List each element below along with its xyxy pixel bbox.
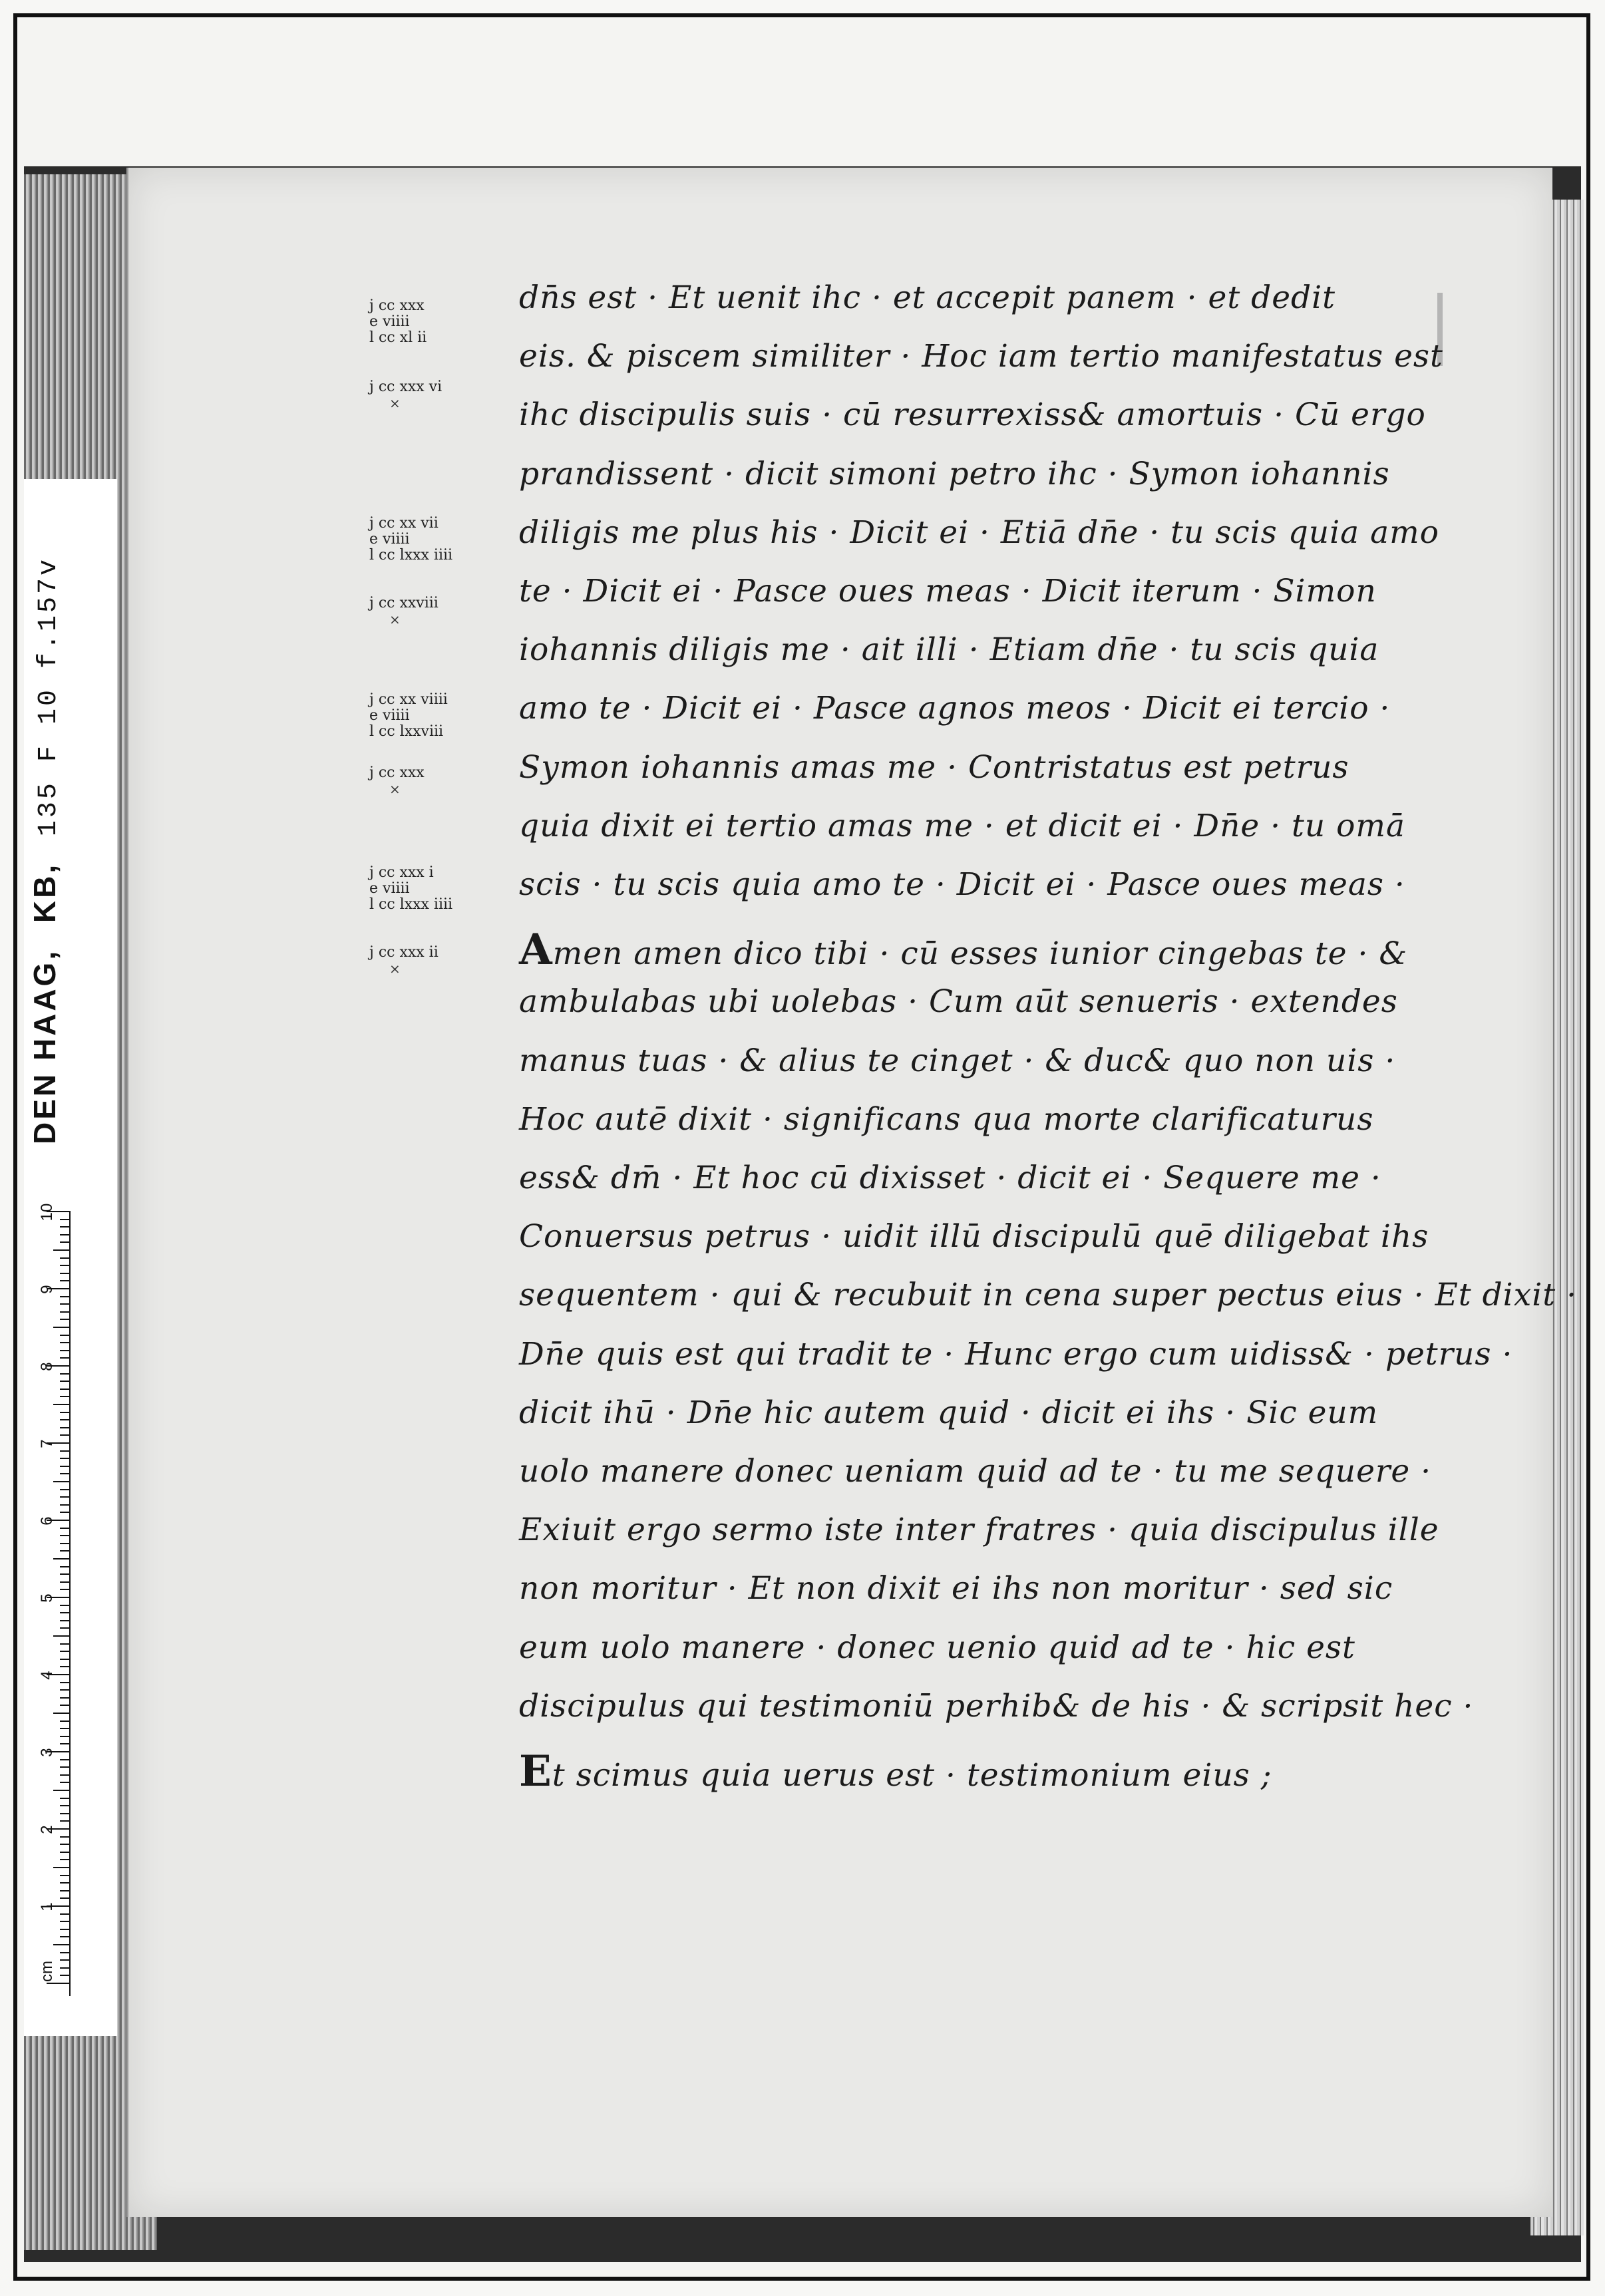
ruler-tick	[53, 1558, 71, 1559]
ruler-tick	[60, 1489, 71, 1490]
manuscript-line: quia dixit ei tertio amas me · et dicit ei · Dn̄e · tu omā	[519, 807, 1405, 844]
ruler-tick	[53, 1249, 71, 1251]
gloss-line: e viiii	[369, 531, 410, 548]
gloss-line: j cc xx viiii	[369, 691, 448, 708]
ruler-tick	[60, 1319, 71, 1320]
ruler-tick	[60, 1373, 71, 1375]
ruler-tick	[60, 1743, 71, 1744]
manuscript-line: Dn̄e quis est qui tradit te · Hunc ergo cum uidiss& · petrus ·	[519, 1335, 1513, 1373]
ruler-tick	[60, 1566, 71, 1567]
ruler-tick	[60, 1929, 71, 1930]
label-shelfmark: 135 F 10 f.157v	[34, 557, 64, 837]
ruler-tick	[60, 1434, 71, 1436]
ruler-tick	[53, 1481, 71, 1482]
gloss-line: l cc lxxviii	[369, 723, 444, 740]
ruler-tick	[60, 1875, 71, 1876]
manuscript-line: manus tuas · & alius te cinget · & duc& quo non uis ·	[519, 1042, 1396, 1079]
ruler-tick	[60, 1975, 71, 1976]
gloss-line: j cc xxx	[369, 297, 425, 314]
ruler-tick	[60, 1605, 71, 1606]
ruler-tick	[60, 1844, 71, 1845]
ruler-number: 5	[38, 1593, 56, 1603]
manuscript-line: dn̄s est · Et uenit ihc · et accepit panem · et dedit	[519, 279, 1336, 316]
ruler-tick	[60, 1573, 71, 1575]
manuscript-line: Symon iohannis amas me · Contristatus est petrus	[519, 748, 1349, 786]
label-library: KB,	[27, 862, 62, 923]
ruler-number: 3	[38, 1748, 56, 1757]
manuscript-line: Exiuit ergo sermo iste inter fratres · quia discipulus ille	[519, 1512, 1439, 1549]
ruler-tick	[53, 1790, 71, 1791]
ruler-tick	[60, 1389, 71, 1390]
manuscript-line: sequentem · qui & recubuit in cena super pectus eius · Et dixit ·	[519, 1277, 1578, 1314]
ruler-number: 10	[38, 1203, 56, 1222]
manuscript-line: eum uolo manere · donec uenio quid ad te · hic est	[519, 1629, 1355, 1666]
ruler-tick	[60, 1689, 71, 1691]
marginal-gloss	[369, 945, 502, 977]
gloss-mark: ×	[389, 395, 401, 411]
ruler-tick	[60, 1234, 71, 1235]
ruler-tick	[53, 1713, 71, 1714]
ruler-tick	[60, 1458, 71, 1459]
marginal-gloss	[369, 692, 502, 740]
marginal-gloss	[369, 516, 502, 564]
ruler-tick	[60, 1381, 71, 1382]
ruler-tick	[60, 1396, 71, 1397]
marginal-gloss	[369, 298, 502, 346]
gloss-line: e viiii	[369, 707, 410, 724]
ruler-tick	[60, 1705, 71, 1706]
ruler-tick	[60, 1342, 71, 1343]
ruler-tick	[60, 1728, 71, 1729]
manuscript-line: non moritur · Et non dixit ei ihs non moritur · sed sic	[519, 1570, 1393, 1607]
ruler-tick	[60, 1882, 71, 1884]
ruler-number: 7	[38, 1439, 56, 1448]
gloss-line: j cc xxx	[369, 764, 425, 781]
ruler-tick	[60, 1967, 71, 1969]
ruler-tick	[60, 1350, 71, 1351]
manuscript-line: Et scimus quia uerus est · testimonium eius ;	[519, 1746, 1272, 1796]
ruler-tick	[60, 1952, 71, 1953]
ruler-tick	[60, 1959, 71, 1961]
ruler-tick	[60, 1836, 71, 1838]
ruler-tick	[60, 1219, 71, 1220]
ruler-tick	[60, 1659, 71, 1660]
ruler-number: 1	[38, 1902, 56, 1911]
ruler-tick	[60, 1736, 71, 1737]
ruler-tick	[60, 1535, 71, 1536]
ruler-number: 6	[38, 1516, 56, 1526]
marginal-gloss	[369, 379, 502, 411]
ruler-tick	[60, 1766, 71, 1768]
ruler-tick	[60, 1666, 71, 1667]
ruler-tick	[60, 1620, 71, 1621]
marginal-gloss	[369, 595, 502, 627]
ruler-tick	[60, 1782, 71, 1783]
gloss-line: e viiii	[369, 313, 410, 330]
manuscript-line: ess& dm̄ · Et hoc cū dixisset · dicit ei · Sequere me ·	[519, 1160, 1381, 1196]
ruler-tick	[60, 1265, 71, 1266]
ruler-tick	[53, 1867, 71, 1868]
gloss-mark: ×	[389, 781, 401, 797]
ruler-tick	[60, 1512, 71, 1513]
ruler-tick	[53, 1327, 71, 1328]
gloss-line: j cc xxviii	[369, 595, 439, 611]
ruler-tick	[60, 1612, 71, 1613]
ruler-tick	[60, 1357, 71, 1359]
gloss-line: j cc xxx i	[369, 864, 434, 881]
ruler-tick	[60, 1682, 71, 1683]
ruler-tick	[60, 1280, 71, 1281]
ruler-tick	[60, 1820, 71, 1822]
scale-ruler	[38, 1203, 80, 1996]
manuscript-line: amo te · Dicit ei · Pasce agnos meos · Dicit ei tercio ·	[519, 690, 1391, 727]
ruler-tick	[60, 1721, 71, 1722]
ruler-tick	[60, 1798, 71, 1799]
ruler-tick	[60, 1805, 71, 1806]
gloss-mark: ×	[389, 961, 401, 977]
ruler-number: 2	[38, 1825, 56, 1834]
marginal-gloss	[369, 765, 502, 797]
ruler-tick	[60, 1921, 71, 1922]
manuscript-line: dicit ihū · Dn̄e hic autem quid · dicit ei ihs · Sic eum	[519, 1394, 1379, 1431]
ruler-tick	[60, 1936, 71, 1937]
gloss-line: l cc xl ii	[369, 329, 427, 346]
ruler-tick	[60, 1450, 71, 1452]
ruler-tick	[60, 1697, 71, 1699]
ruler-tick	[53, 1944, 71, 1945]
ruler-tick	[60, 1473, 71, 1474]
ruler-tick	[60, 1774, 71, 1776]
ruler-tick	[60, 1466, 71, 1467]
manuscript-line: ambulabas ubi uolebas · Cum aūt senueris · extendes	[519, 983, 1398, 1021]
ruler-tick	[60, 1643, 71, 1645]
ruler-tick	[60, 1226, 71, 1228]
manuscript-line: Amen amen dico tibi · cū esses iunior cingebas te · &	[519, 925, 1408, 975]
manuscript-line: Conuersus petrus · uidit illū discipulū quē diligebat ihs	[519, 1218, 1429, 1255]
ruler-tick	[60, 1627, 71, 1629]
gloss-line: e viiii	[369, 880, 410, 897]
ruler-tick	[53, 1404, 71, 1405]
ruler-tick	[60, 1543, 71, 1544]
ruler-tick	[60, 1897, 71, 1899]
manuscript-line: te · Dicit ei · Pasce oues meas · Dicit iterum · Simon	[519, 573, 1377, 609]
ruler-tick	[60, 1852, 71, 1853]
ruler-tick	[60, 1257, 71, 1259]
ruler-tick	[60, 1913, 71, 1915]
ruler-tick	[60, 1890, 71, 1891]
manuscript-line: scis · tu scis quia amo te · Dicit ei · Pasce oues meas ·	[519, 866, 1405, 903]
ruler-tick	[60, 1759, 71, 1760]
ruler-tick	[60, 1651, 71, 1652]
ruler-tick	[53, 1635, 71, 1637]
marginal-gloss	[369, 865, 502, 913]
ruler-tick	[47, 1983, 71, 1984]
gloss-line: j cc xxx vi	[369, 379, 443, 395]
gloss-mark: ×	[389, 611, 401, 627]
ruler-unit: cm	[38, 1961, 56, 1982]
manuscript-line: discipulus qui testimoniū perhib& de his · & scripsit hec ·	[519, 1687, 1474, 1724]
ruler-tick	[60, 1419, 71, 1420]
ruler-number: 4	[38, 1671, 56, 1680]
ruler-number: 8	[38, 1362, 56, 1371]
ruler-tick	[60, 1581, 71, 1583]
manuscript-line: ihc discipulis suis · cū resurrexiss& amortuis · Cū ergo	[519, 397, 1426, 434]
gloss-line: j cc xx vii	[369, 515, 439, 532]
gloss-line: j cc xxx ii	[369, 944, 439, 961]
ruler-tick	[60, 1311, 71, 1313]
manuscript-line: uolo manere donec ueniam quid ad te · tu me sequere ·	[519, 1453, 1432, 1490]
ruler-tick	[60, 1427, 71, 1428]
ruler-tick	[60, 1412, 71, 1413]
ruler-tick	[60, 1859, 71, 1860]
ruler-tick	[60, 1504, 71, 1506]
gloss-line: l cc lxxx iiii	[369, 896, 453, 913]
ruler-spine	[69, 1211, 71, 1996]
ruler-tick	[60, 1296, 71, 1297]
manuscript-line: Hoc autē dixit · significans qua morte clarificaturus	[519, 1100, 1374, 1138]
ruler-tick	[60, 1273, 71, 1274]
gloss-line: l cc lxxx iiii	[369, 547, 453, 564]
ruler-tick	[60, 1335, 71, 1336]
manuscript-line: diligis me plus his · Dicit ei · Etiā dn̄e · tu scis quia amo	[519, 514, 1439, 551]
ruler-tick	[60, 1241, 71, 1243]
ruler-tick	[60, 1550, 71, 1552]
ruler-tick	[60, 1528, 71, 1529]
manuscript-line: eis. & piscem similiter · Hoc iam tertio manifestatus est	[519, 338, 1443, 375]
manuscript-line: prandissent · dicit simoni petro ihc · Symon iohannis	[519, 455, 1390, 492]
ruler-tick	[60, 1813, 71, 1814]
ruler-number: 9	[38, 1285, 56, 1294]
label-archive: DEN HAAG,	[27, 948, 62, 1144]
ruler-tick	[60, 1496, 71, 1498]
ruler-tick	[60, 1589, 71, 1590]
archive-label-text	[27, 0, 106, 1144]
ruler-tick	[60, 1303, 71, 1305]
manuscript-line: iohannis diligis me · ait illi · Etiam dn̄e · tu scis quia	[519, 631, 1379, 669]
